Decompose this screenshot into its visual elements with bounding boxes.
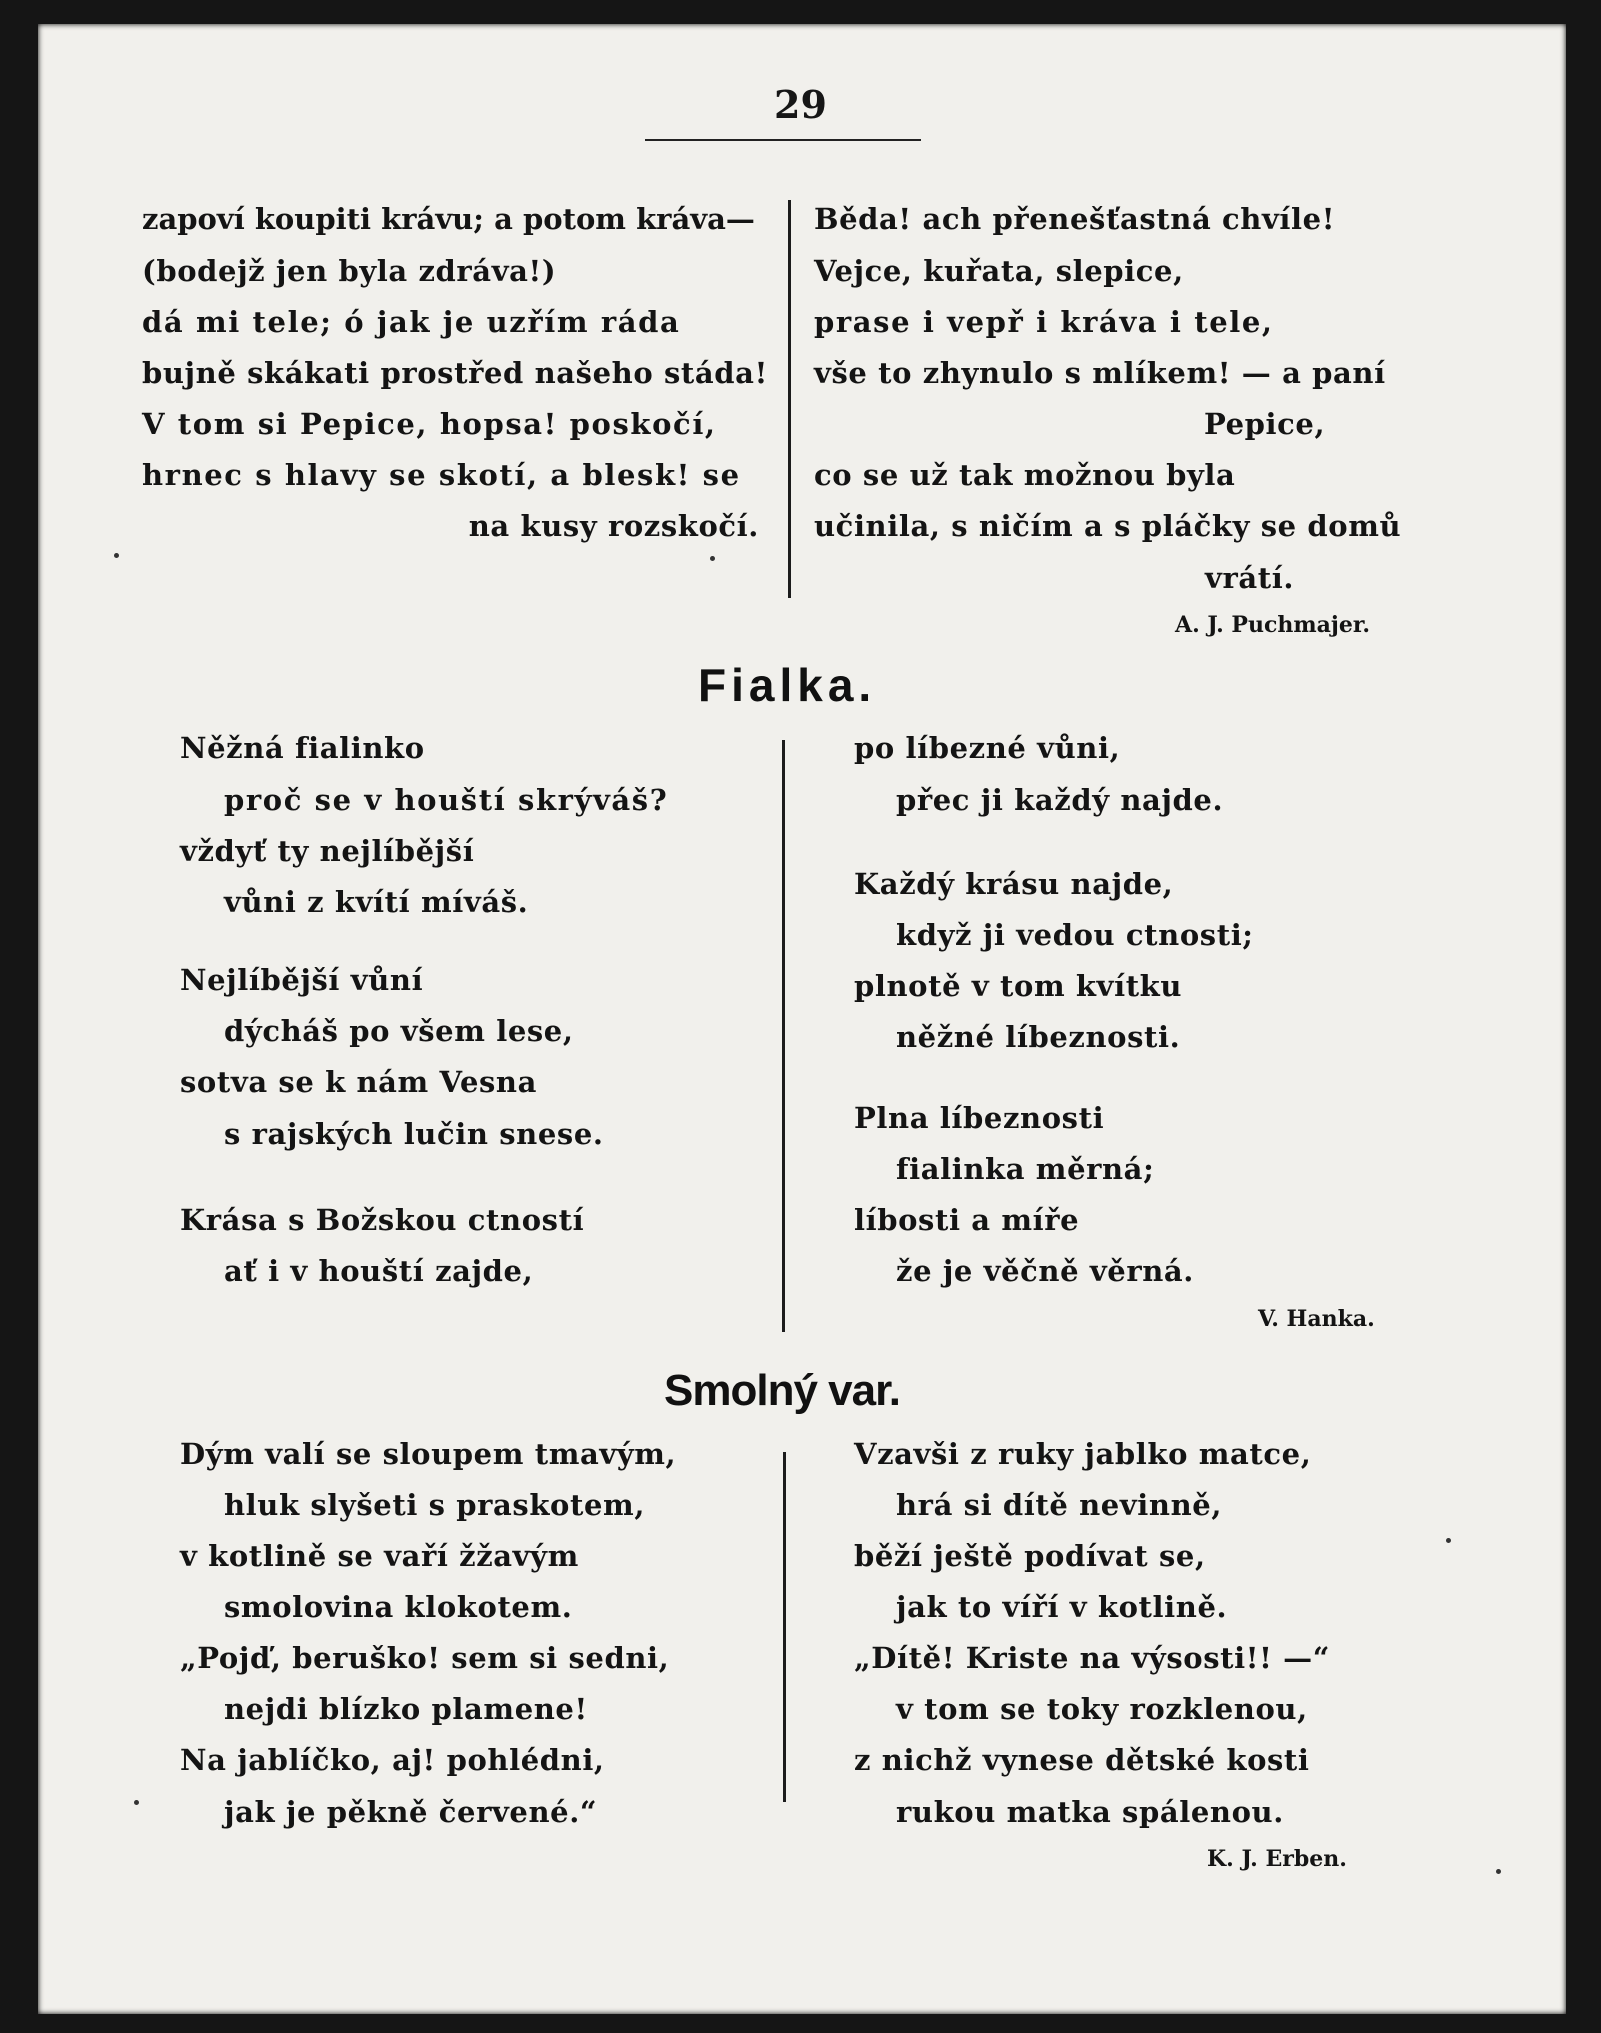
poem1-left-line-7: na kusy rozskočí. [468,509,759,543]
print-speck [1446,1538,1451,1543]
poem3-left-line-6: nejdi blízko plamene! [224,1692,588,1726]
poem2-left-line-6: dýcháš po všem lese, [224,1014,574,1048]
poem1-left-line-1: zapoví koupiti krávu; a potom kráva— [142,202,755,236]
poem3-left-line-5: „Pojď, beruško! sem si sedni, [180,1641,670,1675]
poem2-right-line-6: něžné líbeznosti. [896,1020,1181,1054]
poem1-right-line-2: Vejce, kuřata, slepice, [814,254,1184,288]
poem1-author: A. J. Puchmajer. [1175,612,1371,638]
poem3-right-line-2: hrá si dítě nevinně, [896,1488,1223,1522]
poem2-title: Fialka. [698,659,877,711]
poem2-left-line-4: vůni z kvítí míváš. [224,885,529,919]
poem1-left-line-4: bujně skákati prostřed našeho stáda! [142,356,768,390]
poem1-right-line-7: učinila, s ničím a s pláčky se domů [814,509,1402,543]
poem3-left-line-2: hluk slyšeti s praskotem, [224,1488,646,1522]
poem3-right-line-6: v tom se toky rozklenou, [896,1692,1308,1726]
poem2-left-line-8: s rajských lučin snese. [224,1117,604,1151]
print-speck [710,556,715,561]
poem3-left-line-7: Na jablíčko, aj! pohlédni, [180,1743,605,1777]
poem1-left-line-2: (bodejž jen byla zdráva!) [142,254,557,288]
poem3-right-line-4: jak to víří v kotlině. [896,1590,1228,1624]
poem1-left-line-3: dá mi tele; ó jak je uzřím ráda [142,305,681,339]
poem1-right-line-1: Běda! ach přenešťastná chvíle! [814,202,1336,236]
poem3-right-line-1: Vzavši z ruky jablko matce, [854,1437,1312,1471]
poem3-left-line-1: Dým valí se sloupem tmavým, [180,1437,677,1471]
poem3-title: Smolný var. [664,1366,901,1415]
poem2-left-line-10: ať i v houští zajde, [224,1254,534,1288]
poem3-left-line-8: jak je pěkně červené.“ [224,1795,598,1829]
poem1-left-line-5: V tom si Pepice, hopsa! poskočí, [142,407,717,441]
poem2-right-line-1: po líbezné vůni, [854,731,1121,765]
poem3-left-line-4: smolovina klokotem. [224,1590,573,1624]
poem3-right-line-8: rukou matka spálenou. [896,1795,1284,1829]
poem2-right-line-9: líbosti a míře [854,1203,1080,1237]
poem1-right-line-6: co se už tak možnou byla [814,458,1236,492]
poem3-right-line-5: „Dítě! Kriste na výsosti!! —“ [854,1641,1331,1675]
poem3-author: K. J. Erben. [1207,1846,1347,1872]
poem2-right-line-5: plnotě v tom kvítku [854,969,1183,1003]
poem2-left-line-2: proč se v houští skrýváš? [224,783,669,817]
poem1-right-line-5: Pepice, [1204,407,1326,441]
poem2-left-line-9: Krása s Božskou ctností [180,1203,585,1237]
poem3-right-line-3: běží ještě podívat se, [854,1539,1206,1573]
poem1-right-line-3: prase i vepř i kráva i tele, [814,305,1274,339]
print-speck [114,553,119,558]
poem2-left-line-5: Nejlíbější vůní [180,963,424,997]
poem2-author: V. Hanka. [1258,1306,1375,1332]
poem3-left-line-3: v kotlině se vaří žžavým [180,1539,579,1573]
poem2-left-line-1: Něžná fialinko [180,731,425,765]
poem3-right-line-7: z nichž vynese dětské kosti [854,1743,1310,1777]
poem2-right-line-4: když ji vedou ctnosti; [896,918,1254,952]
page-number-rule [645,139,921,141]
column-divider-3 [783,1452,786,1802]
print-speck [1496,1869,1501,1874]
poem2-right-line-2: přec ji každý najde. [896,783,1224,817]
poem1-right-line-8: vrátí. [1205,561,1295,595]
print-speck [134,1800,139,1805]
poem2-left-line-7: sotva se k nám Vesna [180,1065,538,1099]
poem1-right-line-4: vše to zhynulo s mlíkem! — a paní [814,356,1386,390]
poem1-left-line-6: hrnec s hlavy se skotí, a blesk! se [142,458,741,492]
column-divider-2 [782,740,785,1332]
poem2-right-line-3: Každý krásu najde, [854,867,1174,901]
poem2-right-line-10: že je věčně věrná. [896,1254,1194,1288]
poem2-right-line-7: Plna líbeznosti [854,1101,1105,1135]
poem2-left-line-3: vždyť ty nejlíbější [180,834,475,868]
page-number: 29 [774,82,827,127]
poem2-right-line-8: fialinka měrná; [896,1152,1155,1186]
column-divider-1 [788,200,791,598]
